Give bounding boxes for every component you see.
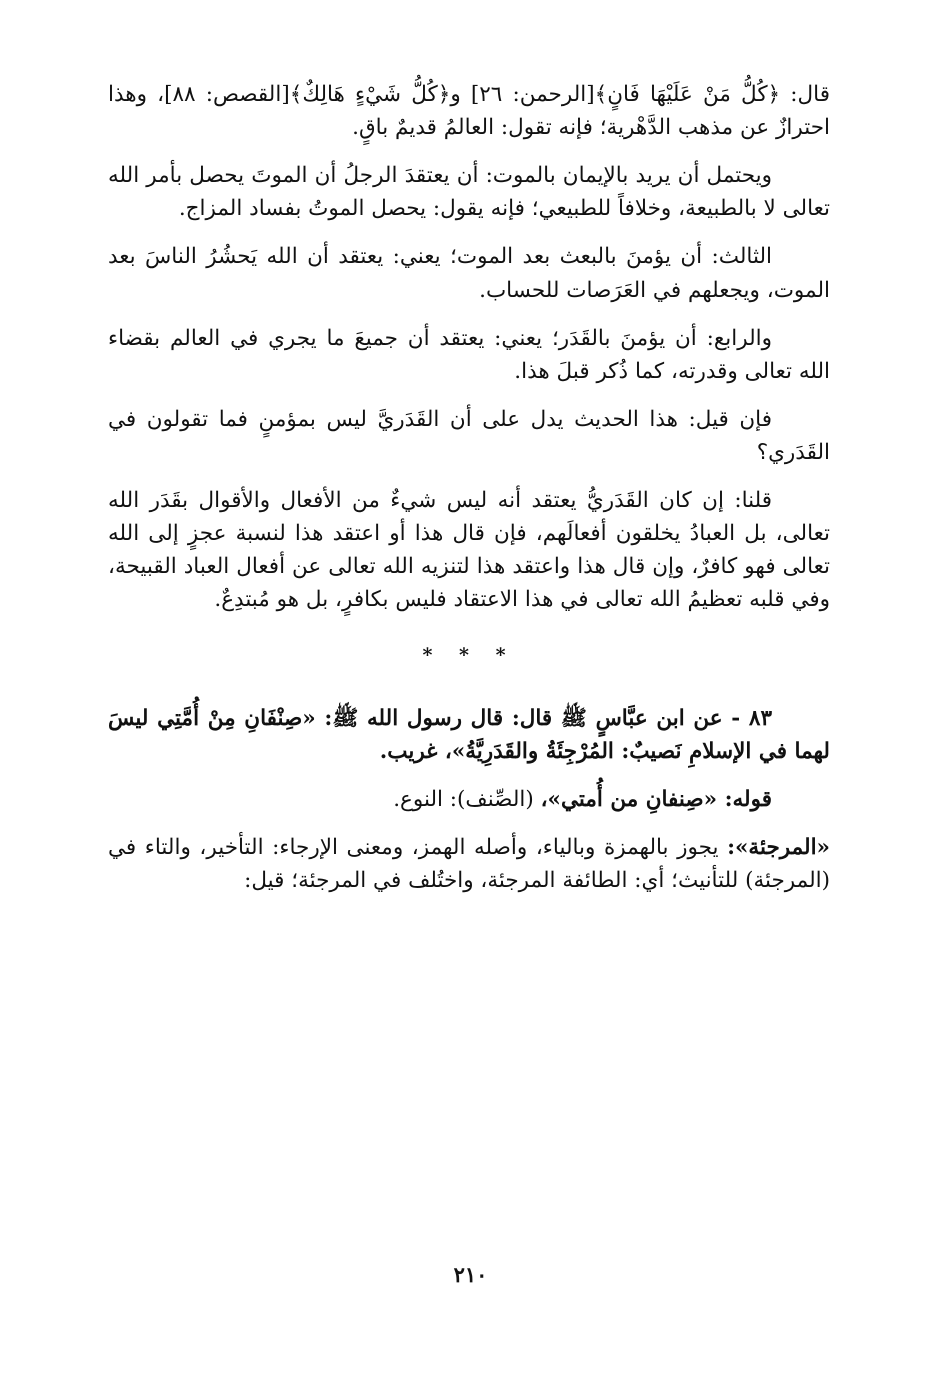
paragraph-quran-verses: قال: ﴿كُلُّ مَنْ عَلَيْهَا فَانٍ﴾[الرحمن: ٢٦] و﴿كُلُّ شَيْءٍ هَالِكٌ﴾[القصص: ٨٨]، وهذا احترازٌ عن مذهب الدَّهْرية؛ فإنه تقول: العالمُ قديمٌ باقٍ. [108,82,830,141]
commentary-sinfan-text: (الصِّنف): النوع. [393,787,541,812]
page-number: ٢١٠ [453,1262,488,1287]
section-separator: * * * [422,643,516,666]
paragraph-answer: قلنا: إن كان القَدَريُّ يعتقد أنه ليس شيءٌ من الأفعال والأقوال بقَدَر الله تعالى، بل العبادُ يخلقون أفعالَهم، فإن قال هذا أو اعتقد هذا لنسبة عجزٍ إلى الله تعالى فهو كافرٌ، وإن قال هذا واعتقد هذا لتنزيه الله تعالى عن أفعال العباد القبيحة، وفي قلبه تعظيمُ الله تعالى في هذا الاعتقاد فليس بكافرٍ، بل هو مُبتدِعٌ. [108,488,830,613]
commentary-sinfan-heading: قوله: «صِنفانِ من أُمتي»، [540,787,772,812]
commentary-sinfan [108,783,830,816]
commentary-murjia-text: يجوز بالهمزة وبالياء، وأصله الهمز، ومعنى الإرجاء: التأخير، والتاء في (المرجئة) للتأنيث؛ أي: الطائفة المرجئة، واختُلف في المرجئة؛ قيل: [108,835,830,894]
hadith-83-text: ٨٣ - عن ابن عبَّاسٍ ﷺ قال: قال رسول الله ﷺ: «صِنْفَانِ مِنْ أُمَّتِي ليسَ لهما في الإسلامِ نَصيبٌ: المُرْجِئَةُ والقَدَرِيَّةُ»، غريب. [108,705,830,764]
paragraph-fourth-qadar: والرابع: أن يؤمنَ بالقَدَر؛ يعني: يعتقد أن جميعَ ما يجري في العالم بقضاء الله تعالى وقدرته، كما ذُكر قبلَ هذا. [108,325,830,384]
paragraph-question: فإن قيل: هذا الحديث يدل على أن القَدَريَّ ليس بمؤمنٍ فما تقولون في القَدَري؟ [108,406,830,465]
commentary-murjia-heading: «المرجئة»: [727,835,830,861]
page-body [108,78,830,912]
paragraph-third-resurrection: الثالث: أن يؤمنَ بالبعث بعد الموت؛ يعني: يعتقد أن الله يَحشُرُ الناسَ بعد الموت، ويجعلهم في العَرَصات للحساب. [108,244,830,303]
commentary-murjia [108,831,830,897]
paragraph-belief-in-death: ويحتمل أن يريد بالإيمان بالموت: أن يعتقدَ الرجلُ أن الموتَ يحصل بأمر الله تعالى لا بالطبيعة، وخلافاً للطبيعي؛ فإنه يقول: يحصل الموتُ بفساد المزاج. [108,163,830,222]
